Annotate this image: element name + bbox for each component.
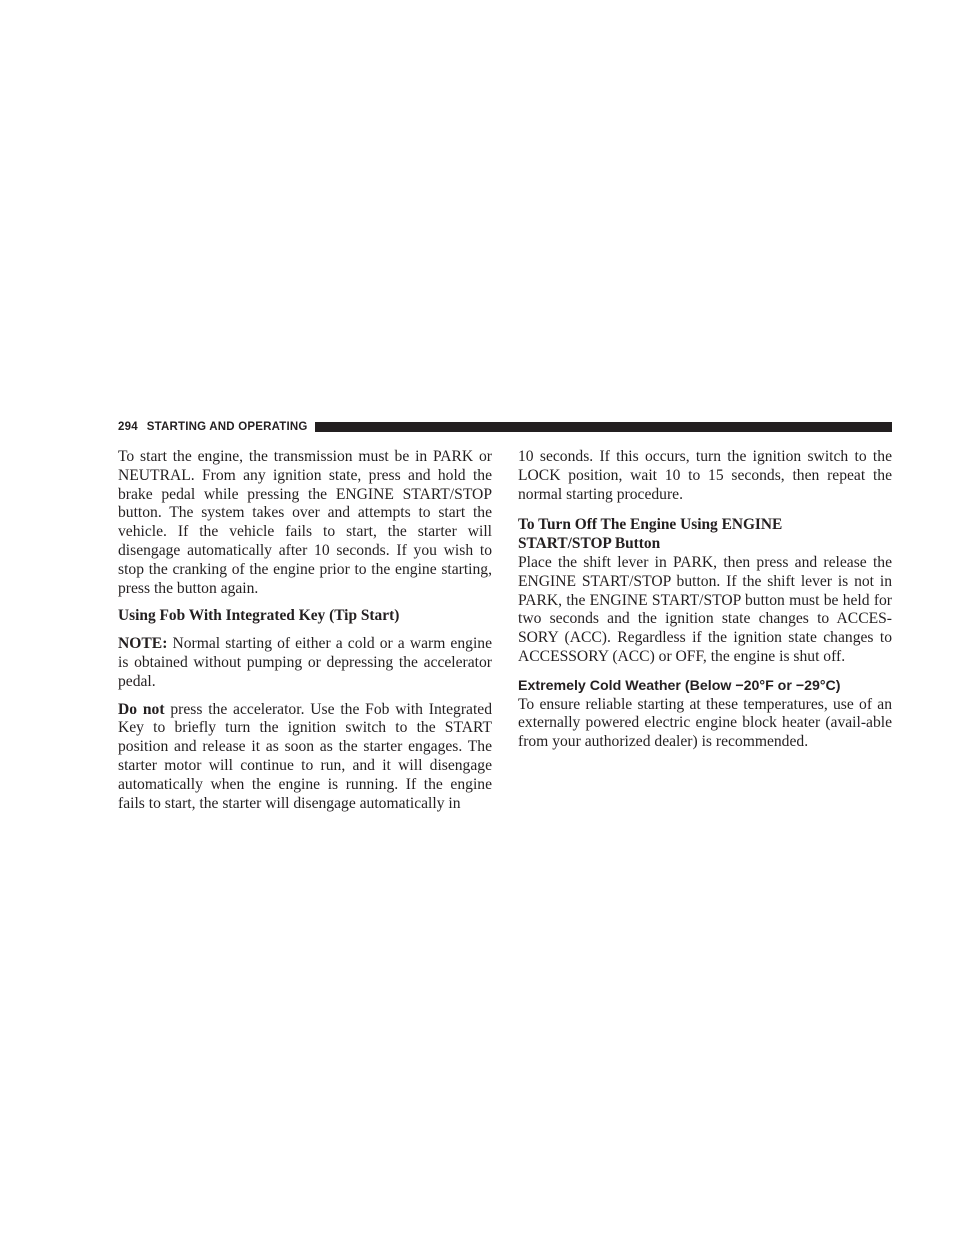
turn-off-heading-line1: To Turn Off The Engine Using ENGINE xyxy=(518,516,783,534)
continued-paragraph: 10 seconds. If this occurs, turn the ignition switch to the LOCK position, wait 10 to 15 seconds, then repeat the normal starting procedure. xyxy=(518,448,892,503)
do-not-paragraph xyxy=(118,701,492,814)
note-paragraph xyxy=(118,635,492,691)
turn-off-paragraph: Place the shift lever in PARK, then press and release the ENGINE START/STOP button. If the shift lever is not in PARK, the ENGINE START/STOP button must be held for two seconds and the ignition state changes to ACCES-SORY (ACC). Regardless if the ignition state changes to ACCESSORY (ACC) or OFF, the engine is shut off. xyxy=(518,553,892,665)
left-column xyxy=(118,448,492,822)
page-number: 294 xyxy=(118,421,138,433)
header-rule xyxy=(315,422,892,432)
note-text: Normal starting of either a cold or a warm engine is obtained without pumping or depressing the accelerator pedal. xyxy=(118,635,492,690)
section-title: STARTING AND OPERATING xyxy=(146,421,308,433)
right-column xyxy=(518,448,892,761)
note-label: NOTE: xyxy=(118,635,168,653)
do-not-text: press the accelerator. Use the Fob with Integrated Key to briefly turn the ignition switch to the START position and release it as soon as the starter engages. The starter motor will continue to run, and it will disengage automatically when the engine is running. If the engine fails to start, the starter will disengage automatically in xyxy=(118,700,492,812)
cold-weather-heading: Extremely Cold Weather (Below −20°F or −29°C) xyxy=(518,677,841,694)
do-not-label: Do not xyxy=(118,700,165,718)
turn-off-heading-line2: START/STOP Button xyxy=(518,535,661,553)
start-engine-paragraph: To start the engine, the transmission must be in PARK or NEUTRAL. From any ignition state, press and hold the brake pedal while pressing the ENGINE START/STOP button. The system takes over and attempts to start the vehicle. If the vehicle fails to start, the starter will disengage automatically after 10 seconds. If you wish to stop the cranking of the engine prior to the engine starting, press the button again. xyxy=(118,448,492,597)
tip-start-heading: Using Fob With Integrated Key (Tip Start) xyxy=(118,607,400,625)
cold-weather-paragraph: To ensure reliable starting at these temperatures, use of an externally powered electric engine block heater (avail-able from your authorized dealer) is recommended. xyxy=(518,695,892,751)
page-header xyxy=(118,419,892,435)
